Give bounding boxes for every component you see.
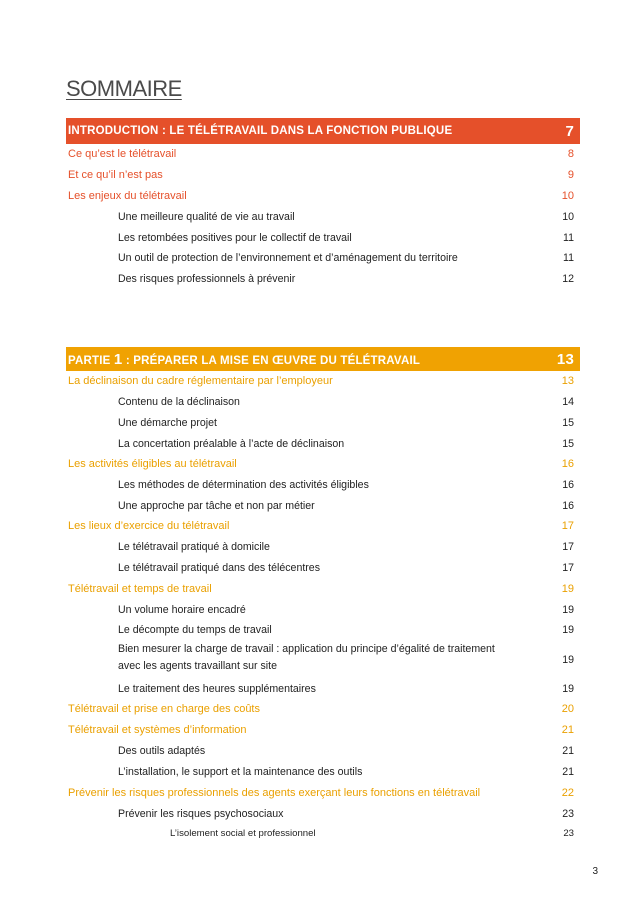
toc-entry-label: Les enjeux du télétravail	[68, 190, 187, 202]
part1-heading-page: 13	[556, 350, 574, 368]
toc-entry-page: 22	[561, 786, 574, 799]
toc-subentry-label: Contenu de la déclinaison	[118, 396, 240, 409]
part1-title: : PRÉPARER LA MISE EN ŒUVRE DU TÉLÉTRAVAIL	[122, 354, 421, 367]
toc-entry-label: Et ce qu’il n’est pas	[68, 169, 163, 181]
toc-entry[interactable]	[66, 454, 580, 475]
toc-subentry-label: Le traitement des heures supplémentaires	[118, 682, 316, 695]
toc-subentry-page: 15	[562, 416, 574, 429]
toc-entry[interactable]	[66, 699, 580, 720]
toc-subentry[interactable]	[66, 434, 580, 455]
toc-subentry-label: L’installation, le support et la maintenance des outils	[118, 765, 363, 778]
toc-entry-page: 16	[561, 458, 574, 471]
toc-entry[interactable]	[66, 186, 580, 207]
toc-subentry-label: Le télétravail pratiqué dans des télécentres	[118, 561, 320, 574]
toc-subentry-label: Les méthodes de détermination des activités éligibles	[118, 479, 369, 492]
toc-subentry[interactable]	[66, 537, 580, 558]
toc-subentry[interactable]	[66, 679, 580, 700]
toc-subentry-page: 21	[562, 745, 574, 758]
toc-subentry-label: Une meilleure qualité de vie au travail	[118, 211, 295, 223]
page-number: 3	[592, 866, 598, 877]
toc-subentry[interactable]	[66, 558, 580, 579]
toc-entry-label: Télétravail et prise en charge des coûts	[68, 703, 260, 716]
toc-subentry-label: Prévenir les risques psychosociaux	[118, 807, 284, 820]
toc-subentry[interactable]	[66, 762, 580, 783]
toc-subentry-page: 14	[562, 396, 574, 409]
toc-subsubentry-page: 23	[563, 828, 574, 840]
toc-entry-label: Ce qu’est le télétravail	[68, 148, 177, 160]
toc-entry[interactable]	[66, 165, 580, 186]
toc-subentry-page: 11	[563, 252, 574, 265]
toc-entry[interactable]	[66, 144, 580, 165]
toc-subentry-page: 16	[562, 499, 574, 512]
intro-heading[interactable]	[66, 118, 580, 144]
toc-subentry-page: 16	[562, 479, 574, 492]
toc-subsubentry-label: L’isolement social et professionnel	[170, 828, 316, 840]
section-spacer	[66, 289, 580, 347]
toc-entry-page: 10	[561, 190, 574, 202]
toc-subentry-page: 19	[562, 624, 574, 637]
toc-entry[interactable]	[66, 783, 580, 804]
toc-entry[interactable]	[66, 720, 580, 741]
toc-entry-page: 19	[561, 582, 574, 595]
toc-subentry-label-line2: avec les agents travaillant sur site	[118, 659, 277, 672]
toc-subentry[interactable]	[66, 475, 580, 496]
toc-subentry-label-line1: Bien mesurer la charge de travail : application du principe d’égalité de traitement	[118, 642, 495, 655]
part1-number: 1	[113, 350, 123, 368]
toc-subsubentry[interactable]	[66, 824, 580, 844]
part1-heading[interactable]	[66, 347, 580, 371]
toc-entry-page: 13	[561, 375, 574, 388]
toc-entry-label: Télétravail et systèmes d’information	[68, 724, 247, 737]
toc-entry-label: Télétravail et temps de travail	[68, 582, 212, 595]
toc-subentry-page: 10	[562, 211, 574, 223]
toc-subentry-page: 19	[562, 682, 574, 695]
toc-subentry-label: Les retombées positives pour le collectif de travail	[118, 231, 352, 244]
toc-subentry[interactable]	[66, 269, 580, 290]
toc-subentry[interactable]	[66, 413, 580, 434]
toc-entry-label: Les lieux d’exercice du télétravail	[68, 520, 230, 533]
toc-subentry-label: Une approche par tâche et non par métier	[118, 499, 315, 512]
toc-subentry-page: 17	[562, 541, 574, 554]
toc-subentry[interactable]	[66, 620, 580, 641]
toc-entry[interactable]	[66, 516, 580, 537]
toc-subentry-page: 23	[562, 807, 574, 820]
toc-subentry-page: 12	[562, 272, 574, 285]
part1-prefix: PARTIE	[68, 354, 114, 367]
toc-subentry-page: 17	[562, 561, 574, 574]
toc-entry-page: 20	[561, 703, 574, 716]
toc-entry-page: 9	[567, 169, 574, 181]
toc-subentry[interactable]	[66, 600, 580, 621]
toc-subentry-label: Le décompte du temps de travail	[118, 624, 272, 637]
toc-entry-label: Prévenir les risques professionnels des agents exerçant leurs fonctions en télétravail	[68, 786, 481, 799]
toc-subentry[interactable]	[66, 248, 580, 269]
toc-entry-page: 17	[561, 520, 574, 533]
toc-entry-page: 21	[561, 724, 574, 737]
toc-entry[interactable]	[66, 371, 580, 392]
toc-subentry-label: Des risques professionnels à prévenir	[118, 272, 296, 285]
toc-subentry-label: Des outils adaptés	[118, 745, 206, 758]
toc-subentry-page: 19	[562, 653, 574, 666]
intro-heading-label: INTRODUCTION : LE TÉLÉTRAVAIL DANS LA FONCTION PUBLIQUE	[68, 125, 453, 137]
toc-subentry-label: Une démarche projet	[118, 416, 217, 429]
toc-entry-label: Les activités éligibles au télétravail	[68, 458, 237, 471]
toc-subentry-label: La concertation préalable à l’acte de déclinaison	[118, 437, 345, 450]
toc-subentry-label: Un outil de protection de l’environnement et d’aménagement du territoire	[118, 252, 458, 265]
toc-subentry[interactable]	[66, 392, 580, 413]
toc-entry[interactable]	[66, 579, 580, 600]
table-of-contents	[66, 118, 580, 844]
part1-heading-label	[68, 351, 420, 368]
toc-subentry[interactable]	[66, 228, 580, 249]
toc-entry-page: 8	[567, 148, 574, 160]
toc-subentry-page: 15	[562, 437, 574, 450]
toc-subentry[interactable]	[66, 641, 580, 679]
toc-subentry[interactable]	[66, 804, 580, 825]
toc-subentry-label: Un volume horaire encadré	[118, 603, 246, 616]
toc-subentry-page: 11	[563, 231, 574, 244]
toc-subentry[interactable]	[66, 496, 580, 517]
toc-subentry-label: Le télétravail pratiqué à domicile	[118, 541, 270, 554]
toc-subentry[interactable]	[66, 207, 580, 228]
toc-subentry-page: 21	[562, 765, 574, 778]
intro-heading-page: 7	[565, 122, 574, 140]
toc-subentry-page: 19	[562, 603, 574, 616]
toc-entry-label: La déclinaison du cadre réglementaire par l’employeur	[68, 375, 333, 388]
toc-subentry-label	[118, 641, 495, 675]
page-title: SOMMAIRE	[66, 76, 182, 101]
toc-subentry[interactable]	[66, 741, 580, 762]
